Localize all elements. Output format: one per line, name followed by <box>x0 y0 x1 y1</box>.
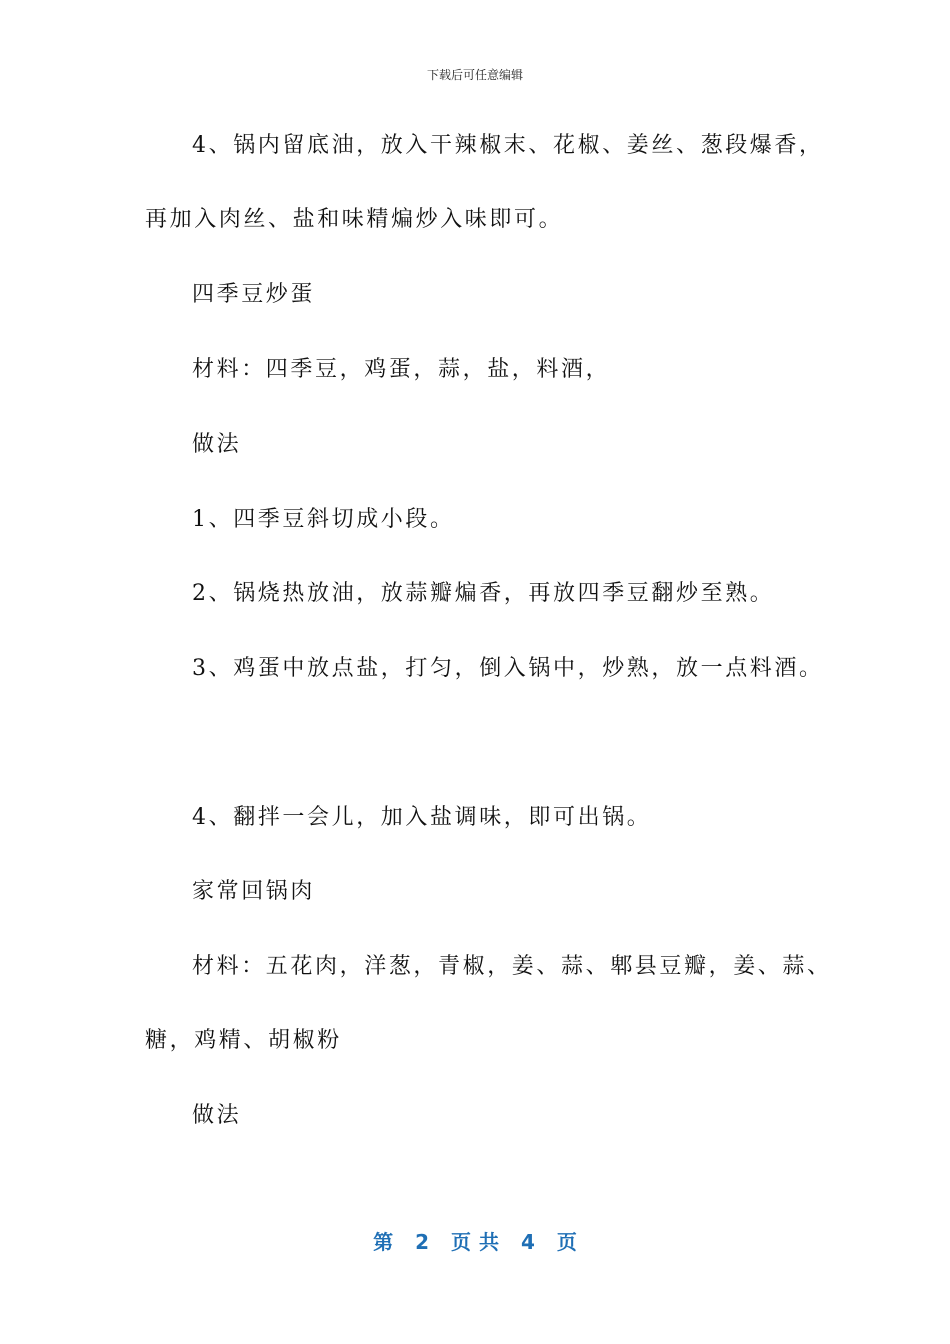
footer-middle: 页共 <box>451 1230 507 1254</box>
footer-suffix: 页 <box>556 1230 577 1254</box>
paragraph-line: 4、锅内留底油，放入干辣椒末、花椒、姜丝、葱段爆香， <box>192 133 824 158</box>
page-footer <box>0 1226 950 1255</box>
method-heading: 做法 <box>192 1103 242 1128</box>
step-line: 4、翻拌一会儿，加入盐调味，即可出锅。 <box>192 805 652 830</box>
method-heading: 做法 <box>192 432 242 457</box>
footer-total-pages: 4 <box>521 1230 535 1254</box>
step-line: 2、锅烧热放油，放蒜瓣煸香，再放四季豆翻炒至熟。 <box>192 581 775 606</box>
step-line: 3、鸡蛋中放点盐，打匀，倒入锅中，炒熟，放一点料酒。 <box>192 656 824 681</box>
ingredients-line: 材料：四季豆，鸡蛋，蒜，盐，料酒， <box>192 357 611 382</box>
header-note: 下载后可任意编辑 <box>426 68 523 82</box>
ingredients-line-cont: 糖，鸡精、胡椒粉 <box>145 1028 342 1053</box>
section-title-sijidou: 四季豆炒蛋 <box>192 282 316 307</box>
step-line: 1、四季豆斜切成小段。 <box>192 507 455 532</box>
ingredients-line: 材料：五花肉，洋葱，青椒，姜、蒜、郫县豆瓣，姜、蒜、 <box>192 954 832 979</box>
paragraph-line: 再加入肉丝、盐和味精煸炒入味即可。 <box>145 207 564 232</box>
footer-prefix: 第 <box>373 1230 394 1254</box>
footer-current-page: 2 <box>415 1230 429 1254</box>
section-title-huiguorou: 家常回锅肉 <box>192 879 316 904</box>
